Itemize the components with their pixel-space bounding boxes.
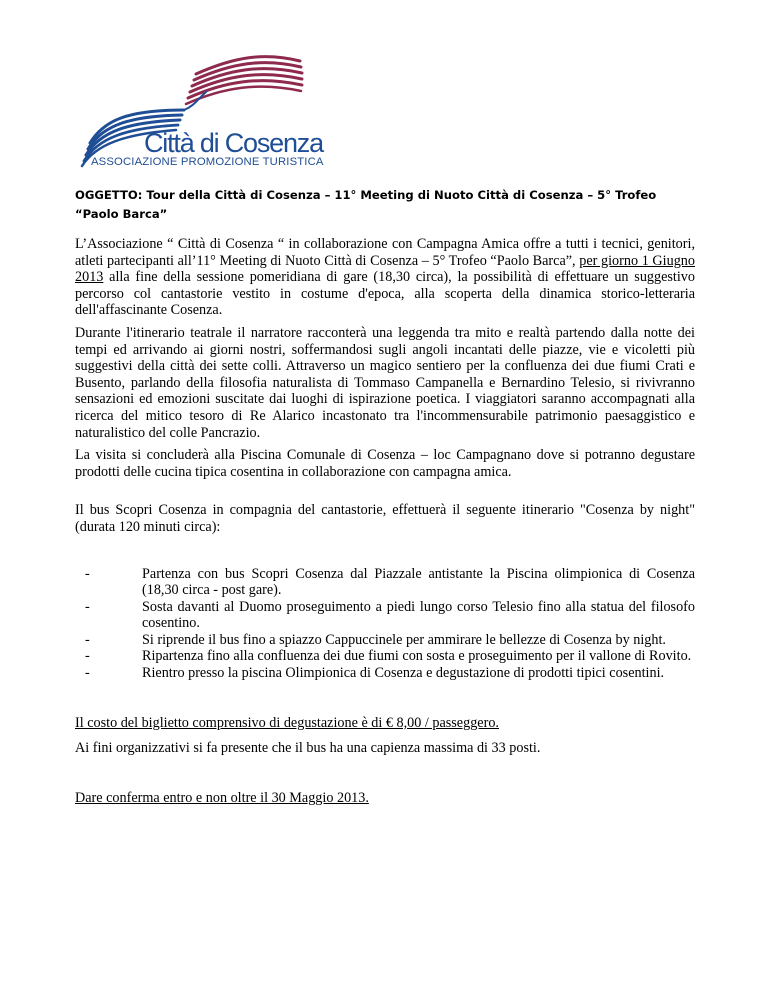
visit-conclusion-paragraph: La visita si concluderà alla Piscina Comunale di Cosenza – loc Campagnano dove si potranno degustare prodotti delle cucina tipica cosentina in collaborazione con campagna amica. — [75, 447, 695, 480]
list-item — [75, 566, 695, 599]
intro-text-start: L’Associazione “ Città di Cosenza “ in collaborazione con Campagna Amica offre a tutti i tecnici, genitori, atleti partecipanti all’11° Meeting di Nuoto Città di Cosenza – 5° Trofeo “Paolo Barca”, — [75, 236, 695, 269]
list-item-text: Rientro presso la piscina Olimpionica di Cosenza e degustazione di prodotti tipici cosentini. — [142, 665, 665, 682]
itinerary-description-paragraph: Durante l'itinerario teatrale il narratore racconterà una leggenda tra mito e realtà partendo dalla notte dei tempi ed arrivando ai giorni nostri, soffermandosi sugli angoli incantati delle piazze, vie e vicoletti più suggestivi della città dei sette colli. Attraverso un magico sentiero per la confluenza dei due fiumi Crati e Busento, parlando della filosofia naturalista di Tommaso Campanella e Bernardino Telesio, si rivivranno sensazioni ed emozioni suscitate dai luoghi di ispirazione poetica. I viaggiatori saranno accompagnati alla ricerca del mitico tesoro di Re Alarico incastonato tra l'incommensurabile patrimonio paesaggistico e naturalistico del colle Pancrazio. — [75, 324, 695, 441]
capacity-line: Ai fini organizzativi si fa presente che il bus ha una capienza massima di 33 posti. — [75, 740, 541, 757]
logo-subtitle: ASSOCIAZIONE PROMOZIONE TURISTICA — [91, 156, 324, 168]
list-bullet: - — [85, 598, 90, 615]
logo-name: Città di Cosenza — [144, 128, 323, 158]
itinerary-list — [75, 566, 695, 682]
list-bullet: - — [85, 631, 90, 648]
list-item — [75, 632, 695, 649]
deadline-line: Dare conferma entro e non oltre il 30 Maggio 2013. — [75, 789, 369, 806]
intro-text-end: alla fine della sessione pomeridiana di gare (18,30 circa), la possibilità di effettuare un suggestivo percorso col cantastorie vestito in costume d'epoca, alla scoperta della dinamica storico-letteraria dell'affascinante Cosenza. — [75, 269, 695, 319]
list-item-text: Ripartenza fino alla confluenza dei due fiumi con sosta e proseguimento per il vallone di Rovito. — [142, 648, 692, 665]
list-bullet: - — [85, 565, 90, 582]
list-item-text: Si riprende il bus fino a spiazzo Cappuccinele per ammirare le bellezze di Cosenza by night. — [142, 631, 666, 648]
letter-body — [75, 236, 695, 806]
price-line: Il costo del biglietto comprensivo di degustazione è di € 8,00 / passeggero. — [75, 714, 499, 731]
list-item-text: Partenza con bus Scopri Cosenza dal Piazzale antistante la Piscina olimpionica di Cosenza (18,30 circa - post gare). — [142, 565, 695, 599]
citta-di-cosenza-logo — [76, 44, 346, 172]
list-item — [75, 648, 695, 665]
intro-paragraph — [75, 236, 695, 319]
list-item-text: Sosta davanti al Duomo proseguimento a piedi lungo corso Telesio fino alla statua del filosofo cosentino. — [142, 598, 695, 632]
subject-heading: OGGETTO: Tour della Città di Cosenza – 11° Meeting di Nuoto Città di Cosenza – 5° Trofeo “Paolo Barca” — [75, 188, 657, 221]
bus-itinerary-intro: Il bus Scopri Cosenza in compagnia del cantastorie, effettuerà il seguente itinerario "Cosenza by night" (durata 120 minuti circa): — [75, 502, 695, 535]
event-date: per giorno 1 Giugno 2013 — [75, 252, 695, 286]
list-item — [75, 665, 695, 682]
list-bullet: - — [85, 665, 90, 682]
list-item — [75, 599, 695, 632]
list-bullet: - — [85, 648, 90, 665]
